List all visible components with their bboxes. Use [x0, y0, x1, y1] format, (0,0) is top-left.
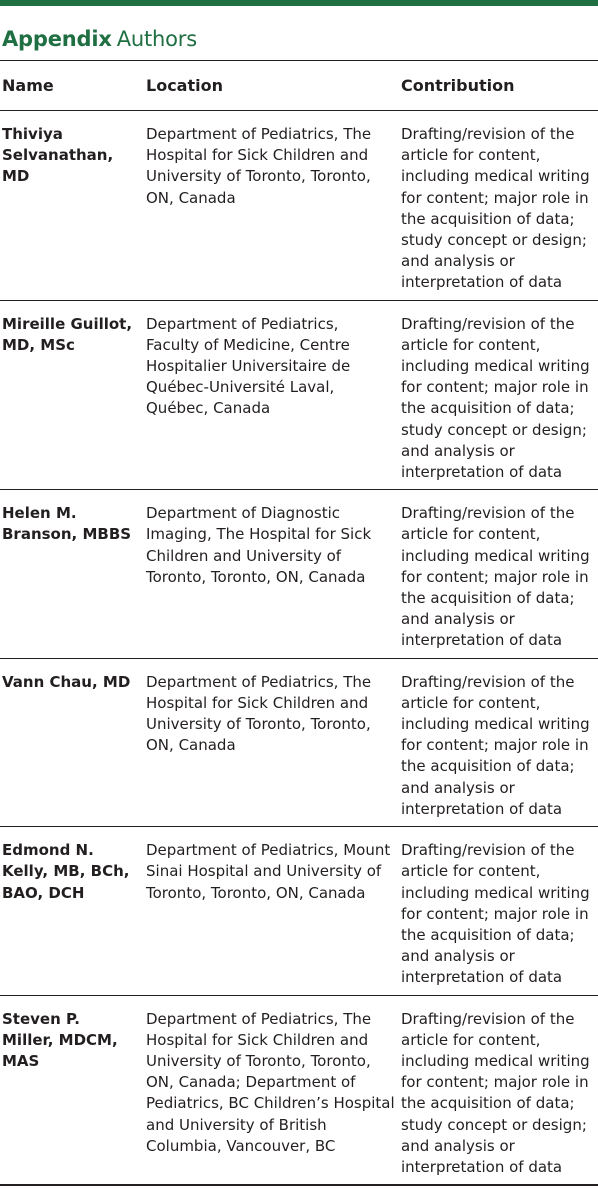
authors-table: [0, 60, 598, 1186]
author-contribution: Drafting/revision of the article for content, including medical writing for content; major role in the acquisition of data; study concept or design; and analysis or interpretation of data: [399, 111, 598, 301]
author-location: Department of Pediatrics, Faculty of Medicine, Centre Hospitalier Universitaire de Québec-Université Laval, Québec, Canada: [144, 300, 399, 490]
author-name: Mireille Guillot, MD, MSc: [0, 300, 144, 490]
heading-light: Authors: [116, 27, 197, 51]
author-contribution: Drafting/revision of the article for content, including medical writing for content; major role in the acquisition of data; and analysis or interpretation of data: [399, 827, 598, 995]
table-header-row: [0, 61, 598, 111]
table-row: [0, 300, 598, 490]
author-name: Thiviya Selvanathan, MD: [0, 111, 144, 301]
column-header-name: Name: [0, 61, 144, 111]
table-row: [0, 490, 598, 658]
author-name: Helen M. Branson, MBBS: [0, 490, 144, 658]
heading-strong: Appendix: [2, 27, 112, 51]
author-contribution: Drafting/revision of the article for content, including medical writing for content; major role in the acquisition of data; and analysis or interpretation of data: [399, 490, 598, 658]
author-name: Steven P. Miller, MDCM, MAS: [2, 1009, 118, 1070]
author-contribution: Drafting/revision of the article for content, including medical writing for content; major role in the acquisition of data; and analysis or interpretation of data: [399, 658, 598, 826]
column-header-location: Location: [144, 61, 399, 111]
author-contribution: Drafting/revision of the article for content, including medical writing for content; major role in the acquisition of data; study concept or design; and analysis or interpretation of data: [401, 1009, 590, 1176]
table-row: [0, 995, 598, 1185]
author-contribution: Drafting/revision of the article for content, including medical writing for content; major role in the acquisition of data; study concept or design; and analysis or interpretation of data: [399, 300, 598, 490]
table-row: [0, 111, 598, 301]
author-location: Department of Pediatrics, Mount Sinai Hospital and University of Toronto, Toronto, ON, Canada: [144, 827, 399, 995]
appendix-heading: [0, 6, 598, 60]
author-name: Edmond N. Kelly, MB, BCh, BAO, DCH: [0, 827, 144, 995]
table-row: [0, 658, 598, 826]
author-location: Department of Diagnostic Imaging, The Hospital for Sick Children and University of Toronto, Toronto, ON, Canada: [144, 490, 399, 658]
table-row: [0, 827, 598, 995]
author-name: Vann Chau, MD: [0, 658, 144, 826]
author-location: Department of Pediatrics, The Hospital for Sick Children and University of Toronto, Toronto, ON, Canada: [144, 658, 399, 826]
author-location: Department of Pediatrics, The Hospital for Sick Children and University of Toronto, Toronto, ON, Canada; Department of Pediatrics, BC Children’s Hospital and University of British Columbia, Vancouver, BC: [146, 1009, 395, 1155]
column-header-contribution: Contribution: [399, 61, 598, 111]
author-location: Department of Pediatrics, The Hospital for Sick Children and University of Toronto, Toronto, ON, Canada: [144, 111, 399, 301]
